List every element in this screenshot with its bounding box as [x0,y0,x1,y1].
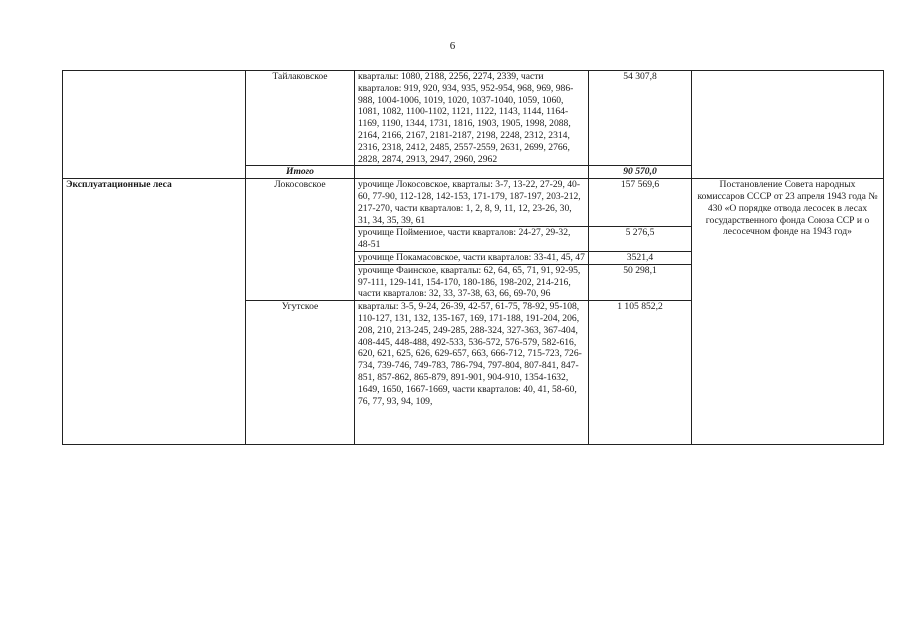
document-cell: Постановление Совета народных комиссаров СССР от 23 апреля 1943 года № 430 «О порядке отвода лесосек в лесах государственного фонда Союза ССР и о лесосечном фонде на 1943 год» [692,179,884,445]
region-cell: Тайлаковское [246,71,355,166]
description-cell: урочище Покамасовское, части кварталов: 33-41, 45, 47 [355,251,589,264]
area-cell: 3521,4 [589,251,692,264]
area-cell: 1 105 852,2 [589,301,692,445]
description-cell: урочище Локосовское, кварталы: 3-7, 13-22, 27-29, 40-60, 77-90, 112-128, 142-153, 171-179, 187-197, 203-212, 217-270, части кварталов: 1, 2, 8, 9, 11, 12, 23-26, 30, 31, 34, 35, 39, 61 [355,179,589,227]
description-cell: урочище Поймениое, части кварталов: 24-27, 29-32, 48-51 [355,227,589,252]
region-cell: Локосовское [246,179,355,301]
category-cell [63,71,246,179]
total-area: 90 570,0 [589,166,692,179]
total-empty-cell [355,166,589,179]
area-cell: 50 298,1 [589,264,692,300]
area-cell: 157 569,6 [589,179,692,227]
description-cell: кварталы: 1080, 2188, 2256, 2274, 2339, части кварталов: 919, 920, 934, 935, 952-954, 968, 969, 986-988, 1004-1006, 1019, 1020, 1037-1040, 1059, 1060, 1081, 1082, 1100-1102, 1121, 1122, 1143, 1144, 1164-1169, 1190, 1344, 1731, 1816, 1903, 1905, 1998, 2088, 2164, 2166, 2167, 2181-2187, 2198, 2248, 2312, 2314, 2316, 2318, 2412, 2485, 2557-2559, 2631, 2699, 2766, 2828, 2874, 2913, 2947, 2960, 2962 [355,71,589,166]
total-label: Итого [246,166,355,179]
page-number: 6 [449,40,456,52]
category-exploitation-cell: Эксплуатационные леса [63,179,246,445]
description-cell [355,301,589,445]
description-text: кварталы: 3-5, 9-24, 26-39, 42-57, 61-75, 78-92, 95-108, 110-127, 131, 132, 135-167, 169, 171-188, 191-204, 206, 208, 210, 213-245, 249-285, 288-324, 327-363, 367-404, 408-445, 448-488, 492-533, 536-572, 576-579, 582-616, 620, 621, 625, 626, 629-657, 663, 666-712, 715-723, 726-734, 739-746, 749-783, 786-794, 797-804, 807-841, 847-851, 857-862, 865-879, 891-901, 904-910, 1354-1632, 1649, 1650, 1667-1669, части кварталов: 40, 41, 58-60, 76, 77, 93, 94, 109, [358,301,582,407]
area-cell: 54 307,8 [589,71,692,166]
table-row [63,71,884,166]
area-cell: 5 276,5 [589,227,692,252]
description-cell: урочище Фаинское, кварталы: 62, 64, 65, 71, 91, 92-95, 97-111, 129-141, 154-170, 180-186, 198-202, 214-216, части кварталов: 32, 33, 37-38, 63, 66, 69-70, 96 [355,264,589,300]
table-row [63,179,884,227]
document-cell [692,71,884,179]
forest-table [62,70,884,445]
region-cell: Угутское [246,301,355,445]
